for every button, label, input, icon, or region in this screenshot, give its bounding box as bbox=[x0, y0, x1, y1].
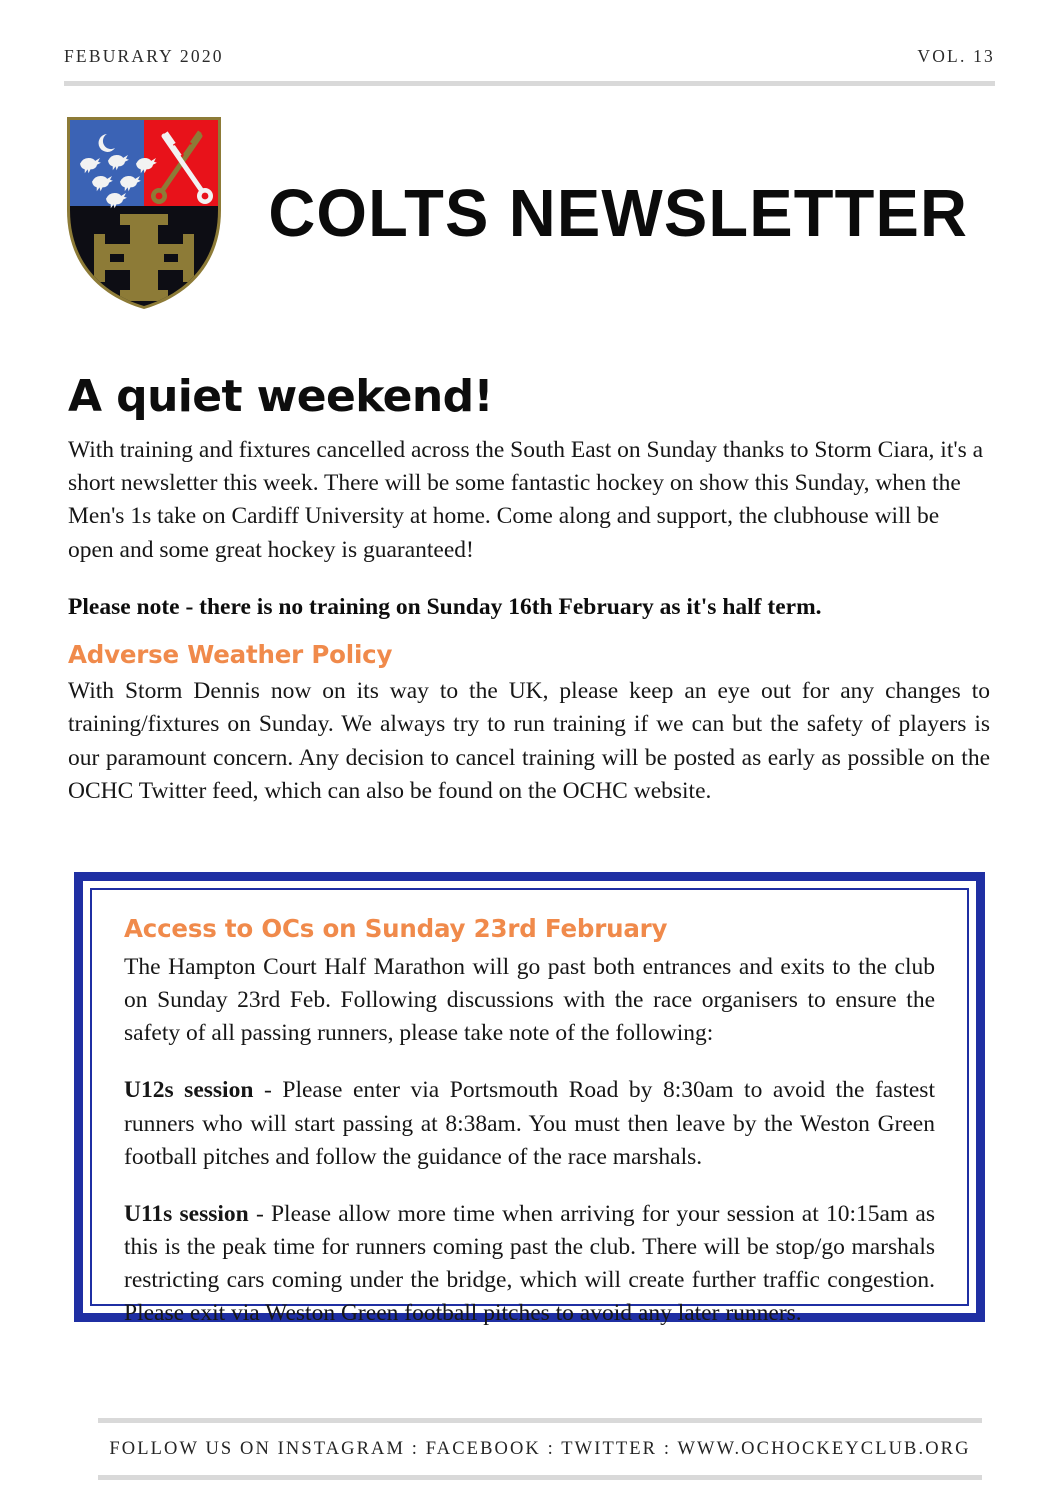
u12s-session-paragraph bbox=[124, 1074, 935, 1173]
u12s-session-label: U12s session bbox=[124, 1077, 254, 1104]
title-block bbox=[64, 108, 995, 318]
main-content bbox=[68, 371, 990, 830]
access-notice-title: Access to OCs on Sunday 23rd February bbox=[124, 914, 668, 943]
access-notice-inner bbox=[90, 888, 969, 1327]
footer-social-text: FOLLOW US ON INSTAGRAM : FACEBOOK : TWITTER : WWW.OCHOCKEYCLUB.ORG bbox=[109, 1439, 971, 1459]
page-title: COLTS NEWSLETTER bbox=[268, 175, 969, 251]
access-notice-intro: The Hampton Court Half Marathon will go past both entrances and exits to the club on Sunday 23rd Feb. Following discussions with the race organisers to ensure the safety of all passing runners, please take note of the following: bbox=[124, 954, 935, 1047]
u11s-session-text: - Please allow more time when arriving for your session at 10:15am as this is the peak time for runners coming past the club. There will be stop/go marshals restricting cars coming under the bridge, which will create further traffic congestion. Please exit via Weston Green football pitches to avoid any later runners. bbox=[124, 1200, 935, 1327]
adverse-weather-paragraph: With Storm Dennis now on its way to the UK, please keep an eye out for any changes to training/fixtures on Sunday. We always try to run training if we can but the safety of players is our paramount concern. Any decision to cancel training will be posted as early as possible on the OCHC Twitter feed, which can also be found on the OCHC website. bbox=[68, 678, 990, 804]
adverse-weather-heading: Adverse Weather Policy bbox=[68, 640, 393, 670]
header-row bbox=[64, 46, 995, 67]
access-notice-box bbox=[74, 872, 985, 1327]
u12s-session-text: - Please enter via Portsmouth Road by 8:30am to avoid the fastest runners who will start passing at 8:38am. You must then leave by the Weston Green football pitches and follow the guidance of the race marshals. bbox=[124, 1077, 935, 1170]
page-footer bbox=[98, 1418, 982, 1480]
article-headline: A quiet weekend! bbox=[68, 371, 494, 422]
page-header bbox=[64, 46, 995, 86]
header-divider bbox=[64, 81, 995, 86]
u11s-session-paragraph bbox=[124, 1198, 935, 1331]
club-crest-icon bbox=[64, 114, 224, 312]
u11s-session-label: U11s session bbox=[124, 1200, 249, 1227]
intro-paragraph: With training and fixtures cancelled across the South East on Sunday thanks to Storm Ciara, it's a short newsletter this week. There will be some fantastic hockey on show this Sunday, when the Men's 1s take on Cardiff University at home. Come along and support, the clubhouse will be open and some great hockey is guaranteed! bbox=[68, 437, 984, 563]
training-note: Please note - there is no training on Sunday 16th February as it's half term. bbox=[68, 593, 822, 620]
issue-volume: VOL. 13 bbox=[917, 46, 995, 66]
footer-bottom-divider bbox=[98, 1475, 982, 1480]
issue-date: FEBURARY 2020 bbox=[64, 46, 224, 66]
